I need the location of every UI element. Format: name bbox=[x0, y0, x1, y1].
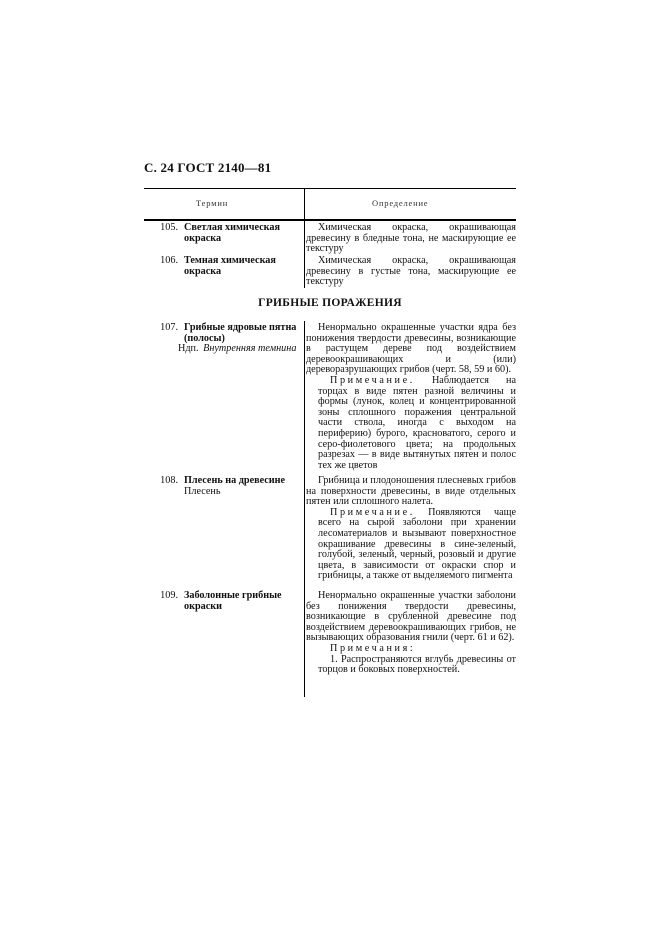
table-row bbox=[0, 323, 661, 473]
note-item: 1. Распространяются вглубь древесины от торцов и боковых поверхностей. bbox=[318, 653, 516, 676]
table-row bbox=[0, 476, 661, 588]
table-header-bottom-rule bbox=[144, 219, 516, 221]
page-header: С. 24 ГОСТ 2140—81 bbox=[144, 160, 272, 175]
definition: Химическая окраска, окрашивающая древесину в бледные тона, не маскирующие ее текстуру bbox=[306, 222, 516, 255]
definition: Ненормально окрашенные участки ядра без понижения твердости древесины, возникающие в растущем дереве под воздействием деревоокрашивающих и (или) дереворазрушающих грибов (черт. 58, 59 и 60). Примечание. Наблюдается на торцах в виде пятен разной величины и формы (лунок, колец и концентрированной зоны сплошного поражения центральной части ствола, иногда с выходом на периферию) бурого, красноватого, серого и серо-фиолетового цвета; на продольных разрезах — в виде вытянутых пятен и полос тех же цветов bbox=[306, 322, 516, 471]
table-top-rule bbox=[144, 188, 516, 189]
term: Плесень на древесине Плесень bbox=[184, 475, 286, 497]
notes-label: Примечания: bbox=[330, 642, 416, 654]
table-row bbox=[0, 256, 661, 286]
entry-number: 106. bbox=[160, 255, 178, 266]
section-title: ГРИБНЫЕ ПОРАЖЕНИЯ bbox=[258, 297, 402, 309]
entry-number: 109. bbox=[160, 590, 178, 601]
term: Заболонные грибные окраски bbox=[184, 590, 282, 612]
column-header-term: Термин bbox=[196, 198, 229, 208]
synonym: Плесень bbox=[184, 485, 221, 497]
entry-number: 107. bbox=[160, 322, 178, 333]
table-row bbox=[0, 223, 661, 253]
term: Грибные ядровые пятна (полосы) Ндп. Внутренняя темнина bbox=[178, 322, 297, 355]
table-row bbox=[0, 591, 661, 701]
deprecated-term: Внутренняя темнина bbox=[203, 343, 297, 355]
note: Примечание. Появляются чаще всего на сырой заболони при хранении лесоматериалов и вызывают поверхностное окрашивание древесины в сине-зеленый, голубой, зеленый, черный, розовый и другие цвета, в зависимости от окраски спор и грибницы, а также от выделяемого пигмента bbox=[318, 506, 516, 582]
definition: Химическая окраска, окрашивающая древесину в густые тона, маскирующие ее текстуру bbox=[306, 255, 516, 288]
entry-number: 105. bbox=[160, 222, 178, 233]
entry-number: 108. bbox=[160, 475, 178, 486]
definition: Ненормально окрашенные участки заболони без понижения твердости древесины, возникающие в срубленной древесине под воздействием деревоокрашивающих грибов, не вызывающих образования гнили (черт. 61 и 62). Примечания: 1. Распространяются вглубь древесины от торцов и боковых поверхностей. bbox=[306, 590, 516, 676]
term: Светлая химическая окраска bbox=[184, 222, 281, 244]
definition: Грибница и плодоношения плесневых грибов на поверхности древесины, в виде отдельных пятен или сплошного налета. Примечание. Появляются чаще всего на сырой заболони при хранении лесоматериалов и вызывают поверхностное окрашивание древесины в сине-зеленый, голубой, зеленый, черный, розовый и другие цвета, в зависимости от окраски спор и грибницы, а также от выделяемого пигмента bbox=[306, 475, 516, 582]
deprecated-prefix: Ндп. bbox=[178, 343, 199, 355]
note: Примечание. Наблюдается на торцах в виде пятен разной величины и формы (лунок, колец и концентрированной зоны сплошного поражения центральной части ствола, иногда с выходом на периферию) бурого, красноватого, серого и серо-фиолетового цвета; на продольных разрезах — в виде вытянутых пятен и полос тех же цветов bbox=[318, 374, 516, 471]
term: Темная химическая окраска bbox=[184, 255, 276, 277]
column-header-definition: Определение bbox=[372, 198, 429, 208]
